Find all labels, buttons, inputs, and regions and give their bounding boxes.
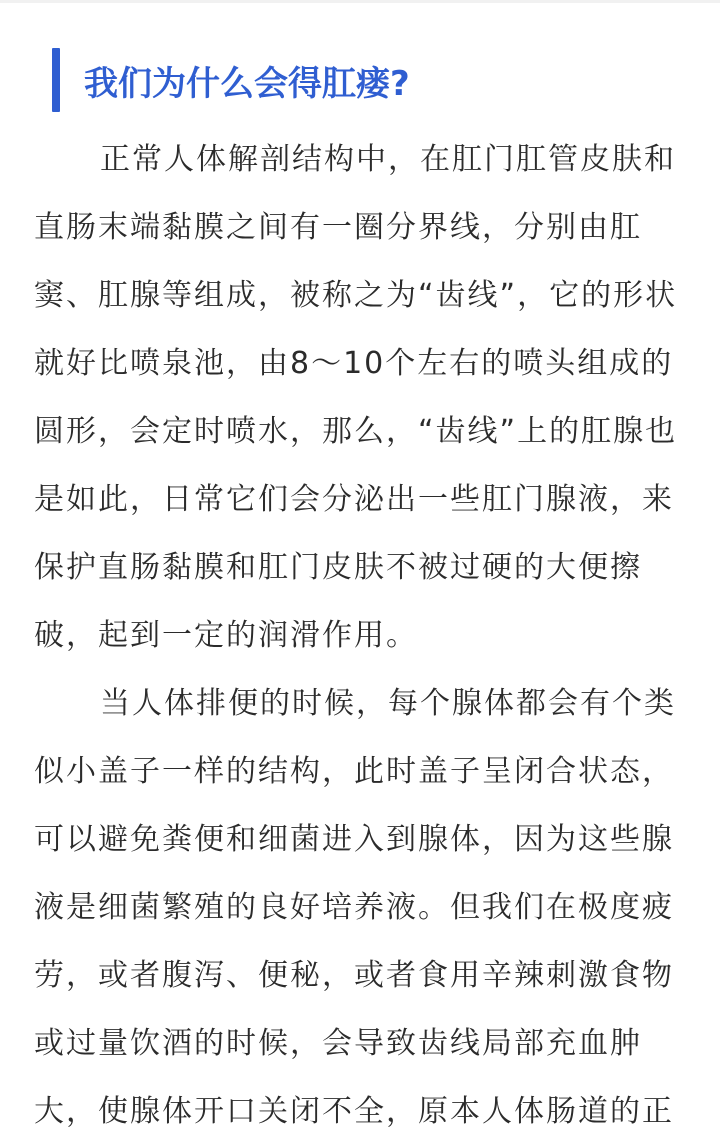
text-line: 窦、肛腺等组成，被称之为“齿线”，它的形状 [34, 278, 678, 313]
section-heading [52, 48, 410, 112]
text-line: 或过量饮酒的时候，会导致齿线局部充血肿 [34, 1026, 642, 1061]
text-line: 正常人体解剖结构中，在肛门肛管皮肤和 [100, 142, 676, 177]
text-line: 液是细菌繁殖的良好培养液。但我们在极度疲 [34, 890, 674, 925]
text-line: 保护直肠黏膜和肛门皮肤不被过硬的大便擦 [34, 550, 642, 585]
text-line: 大，使腺体开口关闭不全，原本人体肠道的正 [34, 1094, 674, 1129]
text-line: 劳，或者腹泻、便秘，或者食用辛辣刺激食物 [34, 958, 674, 993]
text-line: 似小盖子一样的结构，此时盖子呈闭合状态， [34, 754, 674, 789]
text-line: 就好比喷泉池，由8～10个左右的喷头组成的 [34, 346, 674, 381]
top-divider [0, 0, 720, 3]
text-line: 可以避免粪便和细菌进入到腺体，因为这些腺 [34, 822, 674, 857]
heading-title: 我们为什么会得肛瘘? [84, 63, 410, 104]
text-line: 当人体排便的时候，每个腺体都会有个类 [100, 686, 676, 721]
text-line: 圆形，会定时喷水，那么，“齿线”上的肛腺也 [34, 414, 678, 449]
text-line: 破，起到一定的润滑作用。 [34, 618, 418, 653]
text-line: 直肠末端黏膜之间有一圈分界线，分别由肛 [34, 210, 642, 245]
heading-accent-bar [52, 48, 60, 112]
text-line: 是如此，日常它们会分泌出一些肛门腺液，来 [34, 482, 674, 517]
